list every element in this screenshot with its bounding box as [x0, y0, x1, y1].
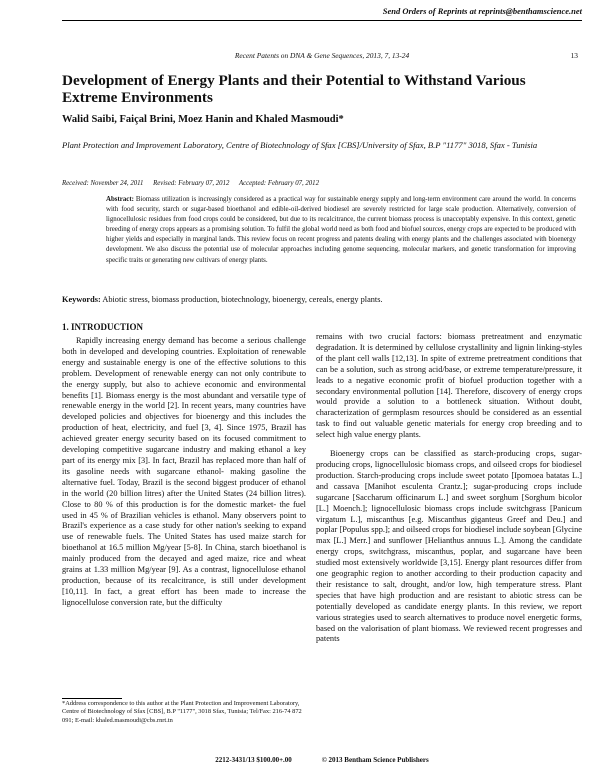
- author-list: Walid Saibi, Faiçal Brini, Moez Hanin and Khaled Masmoudi*: [62, 114, 344, 125]
- received-date: Received: November 24, 2011: [62, 180, 144, 187]
- issn-price: 2212-3431/13 $100.00+.00: [215, 756, 292, 764]
- intro-paragraph-3: Bioenergy crops can be classified as starch-producing crops, sugar-producing crops, lignocellulosic biomass crops, and oilseed crops for biodiesel production. Starch-producing crops include sweet potato [Ipomoea batatas L.] and cassava [Manihot esculenta Crantz.]; sugar-producing crops include sugarcane [Saccharum officinarum L.] and sweet sorghum [Sorghum bicolor [L.] Moench.]; lignocellulosic biomass crops include switchgrass [Panicum virgatum L.], miscanthus [e.g. Miscanthus giganteus Greef and Deu.] and poplar [Populus spp.]; and oilseed crops for biodiesel include soybean [Glycine max [L.] Merr.] and sunflower [Helianthus annuus L.]. Among the candidate energy crops, switchgrass, miscanthus, poplar, and sugarcane have been studied most extensively worldwide [3,15]. Energy plant resources differ from one geographic region to another according to their production capacity and their resistance to salt, drought, and/or low, high temperature stress. Plant species that have high production and are resistant to abiotic stress can be potentially developed as candidate energy plants. In this review, we report various strategies used to search alternatives to produce novel energetic forms, based on the valorisation of plant biomass. We reviewed recent progresses and patents: [316, 449, 582, 644]
- journal-citation: Recent Patents on DNA & Gene Sequences, 2013, 7, 13-24: [234, 51, 410, 60]
- footnote-rule: [62, 698, 122, 699]
- section-heading: 1. INTRODUCTION: [62, 322, 144, 332]
- keywords: [62, 295, 580, 304]
- article-dates: [62, 180, 327, 187]
- page-number: 13: [570, 51, 578, 60]
- reprints-notice: Send Orders of Reprints at reprints@benthamscience.net: [382, 6, 582, 16]
- accepted-date: Accepted: February 07, 2012: [238, 180, 319, 187]
- copyright: © 2013 Bentham Science Publishers: [321, 756, 429, 764]
- abstract-text: Biomass utilization is increasingly considered as a practical way for sustainable energy supply and long-term environment care around the world. In concerns with food security, starch or sugar-based bioethanol and edible-oil-derived biodiesel are severely restricted for large scale production. Alternatively, conversion of lignocellulosic residues from food crops could be considered, but due to its recalcitrance, the current biomass process is unacceptably expensive. In this context, genetic breeding of energy crops appears as a promising solution. To fulfil the global world need as both food and biofuel sources, energy crops are expected to be produced with higher yields and especially in marginal lands. This review focus on recent progress and patents dealing with energy plants and the challenges associated with bioenergy development. We also discuss the potential use of molecular approaches including genome sequencing, molecular markers, and genetic transformation for improving specific traits or generating new cultivars of energy plants.: [106, 196, 576, 264]
- keywords-label: Keywords:: [62, 295, 101, 304]
- correspondence-footnote: *Address correspondence to this author at the Plant Protection and Improvement Laboratory, Centre of Biotechnology of Sfax [CBS], B.P "1177", 3018 Sfax, Tunisia; Tel/Fax: 216-74 872 091; E-mail: khaled.masmoudi@cbs.rnrt.tn: [62, 700, 302, 724]
- article-title: Development of Energy Plants and their Potential to Withstand Various Extreme Environments: [62, 72, 526, 106]
- intro-paragraph-1: Rapidly increasing energy demand has become a serious challenge both in developed and developing countries. Exploitation of renewable energy and sustainable energy is one of the effective solutions to this problem. Development of renewable energy can not only contribute to the energy supply, but also to achieve economic and environmental benefits [1]. Biomass energy is the most abundant and versatile type of renewable energy in the world [2]. In recent years, many countries have developed policies and objectives for bioenergy and this includes the production of heat, electricity, and fuel [3, 4]. Since 1975, Brazil has achieved greater energy security based on its focused commitment to developing competitive sugarcane industry and making ethanol a key part of its energy mix [3]. In fact, Brazil has replaced more than half of its gasoline needs with sugarcane ethanol- making gasoline the alternative fuel. Today, Brazil is the second biggest producer of ethanol in the world (20 billion litres) after the United States (24 billion litres). Close to 80 % of this production is for the domestic market- the fuel used in 45 % of Brazilian vehicles is ethanol. Many observers point to Brazil's experience as a case study for other nation's seeking to expand use of renewable fuels. The United States has used maize starch for bioethanol at 16.5 million Mg/year [5-8]. In China, starch bioethanol is mainly produced from the decayed and aged maize, rice and wheat grains at 1.33 million Mg/year [9]. As a contrast, lignocellulose ethanol production, because of its recalcitrance, is still under development [10,11]. In fact, a great effort has been made to increase the lignocellulose conversion rate, but the difficulty: [62, 336, 306, 607]
- left-column: [62, 336, 306, 609]
- abstract-label: Abstract:: [106, 196, 134, 203]
- revised-date: Revised: February 07, 2012: [153, 180, 230, 187]
- page-footer: [62, 756, 582, 764]
- intro-paragraph-2: remains with two crucial factors: biomass pretreatment and enzymatic degradation. It is determined by cellulose crystallinity and lignin linking-styles of the plant cell walls [12,13]. In spite of extreme pretreatment conditions that can be a solution, such as strong acid/base, or extreme temperature/pressure, it leads to a negative economic profit of biofuel production together with a secondary environmental pollution [14]. Therefore, discovery of energy crops would provide a solution to a bottleneck situation. Without doubt, characterization of germplasm resources should be considered as an essential task to find out valuable genetic materials for energy crop breeding and to select high value energy plants.: [316, 332, 582, 440]
- affiliation: Plant Protection and Improvement Laboratory, Centre of Biotechnology of Sfax [CBS]/University of Sfax, B.P "1177" 3018, Sfax - Tunisia: [62, 140, 538, 150]
- right-column: [316, 332, 582, 645]
- keywords-text: Abiotic stress, biomass production, biotechnology, bioenergy, cereals, energy plants.: [102, 295, 383, 304]
- header-rule: [62, 20, 582, 21]
- abstract: [106, 195, 576, 266]
